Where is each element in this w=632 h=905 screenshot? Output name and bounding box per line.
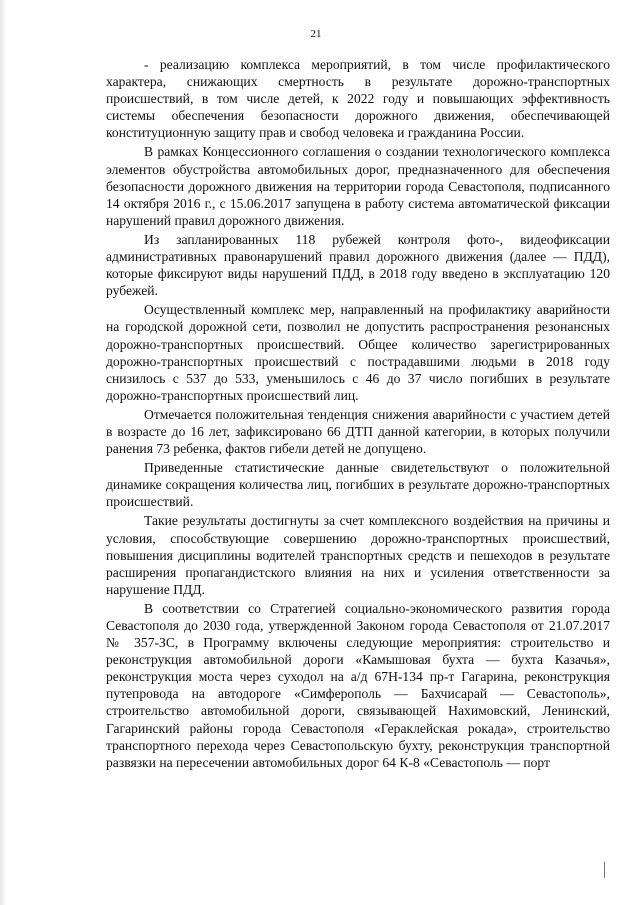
paragraph-concession: В рамках Концессионного соглашения о создании технологического комплекса элементов обустройства автомобильных дорог, предназначенного для обеспечения безопасности дорожного движения на территории города Севастополя, подписанного 14 октября 2016 г., с 15.06.2017 запущена в работу система автоматической фиксации нарушений правил дорожного движения.	[106, 144, 610, 228]
paragraph-children: Отмечается положительная тенденция снижения аварийности с участием детей в возрасте до 16 лет, зафиксировано 66 ДТП данной категории, в которых получили ранения 73 ребенка, фактов гибели детей не допущено.	[106, 406, 610, 457]
paragraph-strategy: В соответствии со Стратегией социально-экономического развития города Севастополя до 2030 года, утвержденной Законом города Севастополя от 21.07.2017 № 357-ЗС, в Программу включены следующие мероприятия: строительство и реконструкция автомобильной дороги «Камышовая бухта — бухта Казачья», реконструкция моста через суходол на а/д 67Н-134 пр-т Гагарина, реконструкция путепровода на автодороге «Симферополь — Бахчисарай — Севастополь», строительство автомобильной дороги, связывающей Нахимовский, Ленинский, Гагаринский районы города Севастополя «Гераклейская рокада», строительство транспортного перехода через Севастопольскую бухту, реконструкция транспортной развязки на пересечении автомобильных дорог 64 К-8 «Севастополь — порт	[106, 600, 610, 770]
scan-mark-right	[604, 862, 605, 878]
scan-left-edge	[0, 0, 6, 905]
paragraph-measures: - реализацию комплекса мероприятий, в том числе профилактического характера, снижающих смертность в результате дорожно-транспортных происшествий, в том числе детей, к 2022 году и повышающих эффективность системы обеспечения безопасности дорожного движения, обеспечивающей конституционную защиту прав и свобод человека и гражданина России.	[106, 57, 610, 141]
paragraph-accident-stats: Осуществленный комплекс мер, направленный на профилактику аварийности на городской дорожной сети, позволил не допустить распространения резонансных дорожно-транспортных происшествий. Общее количество зарегистрированных дорожно-транспортных происшествий с пострадавшими людьми в 2018 году снизилось с 537 до 533, уменьшилось с 46 до 37 число погибших в результате дорожно-транспортных происшествий лиц.	[106, 302, 610, 403]
page-number: 21	[310, 28, 322, 40]
paragraph-results: Такие результаты достигнуты за счет комплексного воздействия на причины и условия, способствующие совершению дорожно-транспортных происшествий, повышения дисциплины водителей транспортных средств и пешеходов в результате расширения пропагандистского влияния на них и усиления ответственности за нарушение ПДД.	[106, 513, 610, 597]
document-body	[106, 56, 610, 771]
paragraph-positive-dynamics: Приведенные статистические данные свидетельствуют о положительной динамике сокращения количества лиц, погибших в результате дорожно-транспортных происшествий.	[106, 460, 610, 510]
paragraph-control-points: Из запланированных 118 рубежей контроля фото-, видеофиксации административных правонарушений правил дорожного движения (далее — ПДД), которые фиксируют виды нарушений ПДД, в 2018 году введено в эксплуатацию 120 рубежей.	[106, 231, 610, 299]
